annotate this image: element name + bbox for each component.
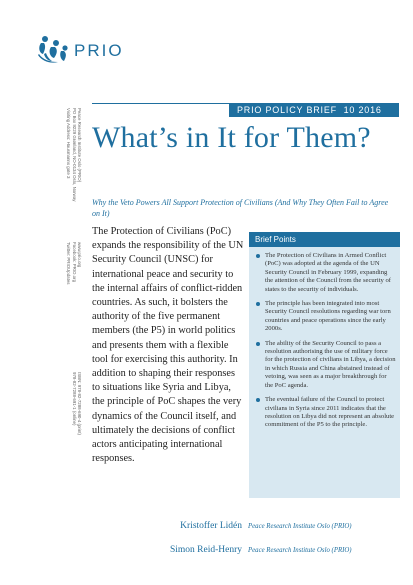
prio-logo [36, 34, 124, 64]
side-note-line: Peace Research Institute Oslo (PRIO) [77, 108, 82, 183]
brief-points-panel [249, 232, 400, 498]
brief-point-text: The ability of the Security Council to pass a resolution authorising the use of military force for the protection of civilians in Libya, a decision in which Russia and China abstained instead of vetoing, was seen as a major breakthrough for the PoC agenda. [265, 339, 396, 389]
author-affiliation: Peace Research Institute Oslo (PRIO) [248, 547, 352, 554]
side-note-address [66, 108, 82, 201]
bullet-icon [256, 302, 260, 306]
issue-number: 10 2016 [343, 105, 382, 115]
side-note-isbn [71, 372, 82, 435]
list-item [256, 396, 396, 430]
brand-name: PRIO [74, 41, 124, 60]
side-note-line: 978-82-7288-691-1 (online) [71, 372, 77, 426]
brief-point-text: The Protection of Civilians in Armed Conflict (PoC) was adopted at the agenda of the UN Security Council in February 1999, expanding the attention of the Council from the security of states to the security of individuals. [265, 252, 391, 293]
author-name: Kristoffer Lidén [180, 521, 242, 531]
side-note-line: ISBN: 978-82-7288-690-4 (print) [77, 372, 82, 435]
prio-figures-logo-icon [36, 34, 70, 64]
list-item [256, 340, 396, 390]
side-note-line: PO Box 9229 Grønland, NO-0134 Oslo, Norway [71, 108, 77, 202]
brief-point-text: The eventual failure of the Council to protect civilians in Syria since 2011 indicates that the resolution on Libya did not represent an absolute commitment of the P5 to the principle. [265, 396, 395, 429]
brief-point-text: The principle has been integrated into most Security Council resolutions regarding war torn countries and peace operations since the early 2000s. [265, 300, 391, 333]
brief-points-heading: Brief Points [249, 232, 400, 247]
intro-paragraph: The Protection of Civilians (PoC) expands the responsibility of the UN Security Council (UNSC) for international peace and security to the internal affairs of conflict-ridden countries. As such, it bolsters the authority of the five permanent members (the P5) in world politics and presents them with a flexible tool for exercising this authority. In addition to shaping their responses to situations like Syria and Libya, the principle of PoC shapes the very dynamics of the Council itself, and ultimately the decisions of conflict actors anticipating international responses. [92, 226, 244, 465]
page-subtitle: Why the Veto Powers All Support Protection of Civilians (And Why They Often Fail to Agree on It) [92, 198, 389, 218]
list-item [256, 252, 396, 294]
policy-brief-bar [229, 103, 399, 117]
side-note-line: Visiting Address: Hausmanns gate 3 [66, 108, 72, 179]
page-title: What’s in It for Them? [92, 121, 371, 154]
author-name: Simon Reid-Henry [169, 545, 242, 555]
bullet-icon [256, 254, 260, 258]
side-note-line: Facebook: PRIO.org [71, 242, 77, 283]
author-affiliation: Peace Research Institute Oslo (PRIO) [248, 523, 352, 530]
brief-points-list [249, 247, 400, 430]
bullet-icon [256, 342, 260, 346]
bullet-icon [256, 398, 260, 402]
series-label: PRIO POLICY BRIEF [237, 105, 337, 115]
list-item [256, 300, 396, 334]
side-note-line: www.prio.org [77, 242, 82, 268]
side-note-line: Twitter: PRIOUpdates [66, 242, 72, 285]
side-note-web [66, 242, 82, 284]
